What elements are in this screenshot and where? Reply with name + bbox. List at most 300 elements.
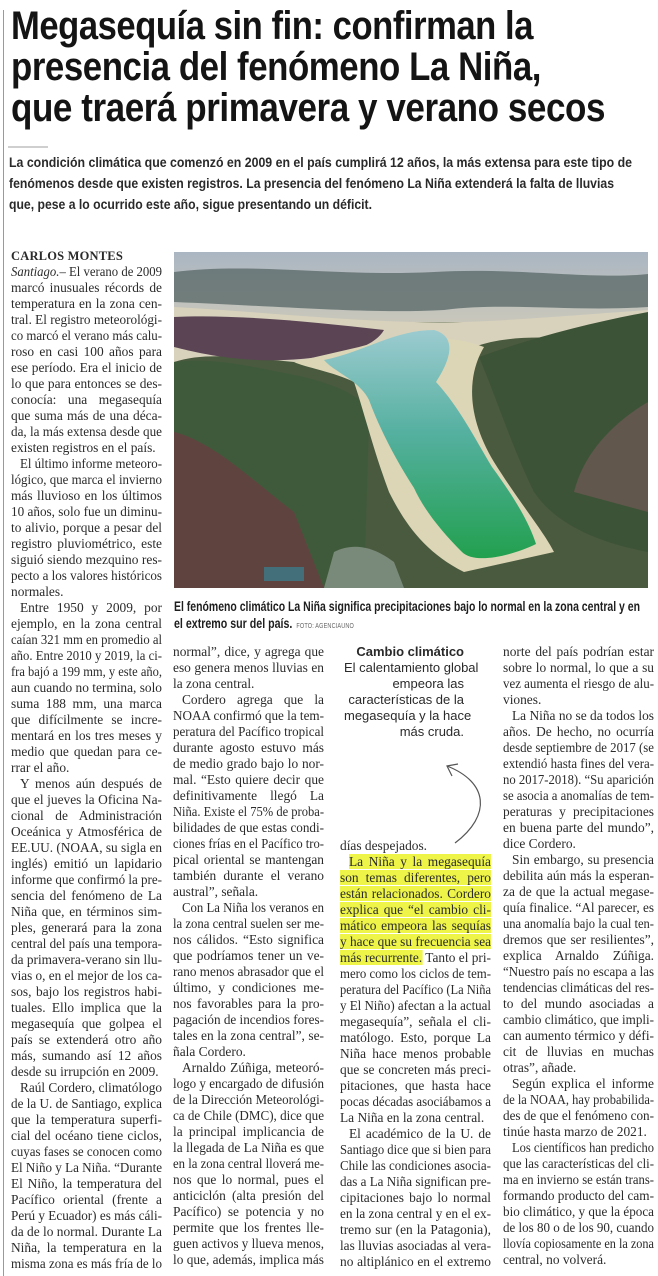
text-line [503,916,654,932]
text-line [173,916,324,932]
text-line [11,712,162,728]
line-text: ples, generará para la zona [11,920,162,935]
line-text: nos cálidos. “Esto significa [173,932,324,947]
line-text: informe que confirmó la pre- [11,872,162,887]
line-text: cambio climático, que impli- [503,1012,654,1027]
caption-line: el extremo sur del país. [174,616,293,631]
line-text: to alivio, porque a pesar del [11,520,162,535]
subtitle [9,152,658,215]
text-line [11,504,162,520]
text-line [340,934,491,950]
line-text: EE.UU. (NOAA, su sigla en [11,840,162,855]
text-line [11,1080,162,1096]
subtitle-line: La condición climática que comenzó en 2009 en el país cumplirá 12 años, la más extensa para este tipo de [9,154,632,170]
reservoir-aerial-photo [174,252,648,588]
text-line [11,344,162,360]
line-text: año. Entre 2010 y 2019, la ci- [11,648,162,663]
line-text: desde su irrupción en 2009. [11,1064,159,1079]
line-text: El académico de la U. de [349,1126,491,1141]
text-line [11,456,162,472]
text-line [503,1140,654,1156]
line-text: “Nuestro país no escapa a las [503,964,654,979]
line-text: que el jueves la Oficina Na- [11,792,162,807]
line-text: siguió siendo mezquino res- [11,552,162,567]
line-text: permite que los frentes lle- [173,1220,324,1235]
line-text: tinúe hasta marzo de 2021. [503,1124,647,1139]
text-line [173,1252,324,1268]
line-text: país se extenderá otro año [11,1032,162,1047]
line-text: mal. “Esto quiere decir que [173,772,324,787]
line-text: cial del océano tiene ciclos, [11,1128,162,1143]
highlighted-text: están relacionados. Cordero [340,886,491,901]
text-line [340,1110,491,1126]
text-line [11,680,162,696]
line-text: pitaciones, que hasta hace [340,1078,491,1093]
line-text: norte del país podrían estar [503,644,654,659]
line-text: da, la más extensa desde que [11,424,162,439]
line-text: que se concreten más preci- [340,1062,491,1077]
line-text: Según explica el informe [512,1076,654,1091]
line-text: Entre 1950 y 2009, por [20,600,162,615]
line-text: lógico, que marca el invierno [11,472,162,487]
article-column-1 [11,248,162,1272]
headline-line: que traerá primavera y verano secos [11,86,605,130]
line-text: último, y condiciones me- [173,980,324,995]
text-line [503,1028,654,1044]
text-line [11,952,162,968]
line-text: central, no volverá. [503,1252,607,1267]
line-text: días despejados. [340,838,428,853]
line-text: aun cuando no termina, solo [11,680,162,695]
text-line [503,964,654,980]
line-text: la zona central. [173,676,255,691]
text-line [11,744,162,760]
line-text: peratura del Pacífico tropical [173,724,324,739]
text-line [11,584,162,600]
text-line [173,1156,324,1172]
text-line [11,1032,162,1048]
text-line [503,1092,654,1108]
dateline: Santiago. [11,264,60,279]
text-line [503,932,654,948]
line-text: marcó inusuales récords de [11,280,162,295]
text-line [173,660,324,676]
highlighted-text: y hace que su frecuencia sea [340,934,491,949]
text-line [503,1252,654,1268]
line-text: bio climático, y que la época [503,1204,654,1219]
text-line [11,1192,162,1208]
line-text: más lluvioso en los últimos [11,488,162,503]
line-text: que la temperatura superfi- [11,1112,162,1127]
subtitle-line: fenómenos desde que existen registros. La presencia del fenómeno La Niña extenderá la falta de lluvias [9,175,614,191]
text-line [11,1208,162,1224]
pull-quote-line: El calentamiento global [344,660,479,675]
line-text: eso genera menos lluvias en [173,660,324,675]
text-line [340,1206,491,1222]
text-line [340,1142,491,1158]
line-text: pagación de incendios fores- [173,1012,324,1027]
text-line [173,900,324,916]
text-line [173,964,324,980]
line-text: en la zona central y en el ex- [340,1206,491,1221]
line-text: Chile las condiciones asocia- [340,1158,491,1173]
line-text: vias o, en el mejor de los ca- [11,968,162,983]
line-text: das a La Niña significan pre- [340,1174,491,1189]
pull-quote [344,644,479,740]
text-line [173,1108,324,1124]
text-line [340,902,491,918]
line-text: normal”, dice, y agrega que [173,644,324,659]
headline-line: presencia del fenómeno La Niña, [11,45,541,89]
line-text: mentará en los tres meses y [11,728,162,743]
line-text: peraturas y precipitaciones [503,804,654,819]
line-text: Pacífico oriental (frente a [11,1192,162,1207]
text-line [11,920,162,936]
text-line [503,740,654,756]
line-text: El Niño y La Niña. “Durante [11,1160,162,1175]
text-line [173,772,324,788]
article-column-2 [173,644,324,1268]
text-line [11,536,162,552]
text-line [340,966,491,982]
line-text: can aumento térmico y défi- [503,1028,654,1043]
text-line [11,728,162,744]
text-line [503,1156,654,1172]
line-text: registro pluviométrico, este [11,536,162,551]
line-text: en la zona central lloverá me- [173,1156,324,1171]
text-line [340,1238,491,1254]
text-line [173,868,324,884]
text-line [11,1000,162,1016]
line-text: dice Cordero. [503,836,576,851]
line-text: tral. El registro meteorológi- [11,312,162,327]
text-line [11,1176,162,1192]
line-text: medio que quedan para ce- [11,744,162,759]
line-text: las lluvias asociadas al vera- [340,1238,491,1253]
text-line [11,472,162,488]
text-line [173,692,324,708]
text-line [11,936,162,952]
text-line [173,740,324,756]
line-text: Cordero agrega que la [182,692,324,707]
text-line [11,1096,162,1112]
text-line [503,1044,654,1060]
text-line [503,836,654,852]
line-text: Tanto el pri- [422,950,491,965]
line-text: des de que el fenómeno con- [503,1108,654,1123]
line-text: misma zona es más fría de lo [11,1256,162,1271]
line-text: Niña hace menos probable [340,1046,491,1061]
line-text: ejemplo, en la zona central [11,616,162,631]
line-text: matólogo. Esto, porque La [340,1030,491,1045]
line-text: anticiclón (alta presión del [173,1188,324,1203]
text-line [503,980,654,996]
text-line [173,1236,324,1252]
text-line [503,1236,654,1252]
text-line [11,792,162,808]
line-text: tuales. Ello implica que la [11,1000,162,1015]
text-line [173,1204,324,1220]
curved-arrow-icon [430,755,500,850]
line-text: temperatura en la zona cen- [11,296,162,311]
text-line [503,1076,654,1092]
text-line [11,440,162,456]
line-text: Con La Niña los veranos en [182,900,324,915]
text-line [503,1172,654,1188]
text-line [340,886,491,902]
pull-quote-line: megasequía y la hace [344,708,472,723]
line-text: Niña. Existe el 75% de proba- [173,804,324,819]
text-line [503,1220,654,1236]
line-text: ciones frías en el Pacífico tro- [173,836,324,851]
text-line [340,1046,491,1062]
line-text: da primavera-verano sin llu- [11,952,162,967]
line-text: peratura del Pacífico (La Niña [340,982,491,997]
text-line [340,1126,491,1142]
text-line [503,772,654,788]
text-line [11,1064,162,1080]
line-text: que las características del cli- [503,1156,654,1171]
text-line [340,1014,491,1030]
text-line [503,756,654,772]
line-text: rrar el año. [11,760,70,775]
line-text: de la Dirección Meteorológi- [173,1092,324,1107]
line-text: que suma más de una déca- [11,408,162,423]
text-line [503,1204,654,1220]
line-text: sobre lo normal, lo que a su [503,660,654,675]
line-text: que difícilmente se incre- [11,712,162,727]
text-line [11,392,162,408]
text-line [11,696,162,712]
text-line [503,868,654,884]
line-text: za de que la actual megase- [503,884,654,899]
line-text: Oceánica y Atmosférica de [11,824,162,839]
line-text: durante agosto estuvo más [173,740,324,755]
line-text: de la U. de Santiago, explica [11,1096,162,1111]
line-text: se asocia a anomalías de tem- [503,788,654,803]
text-line [11,872,162,888]
text-line [340,1158,491,1174]
text-line [11,264,162,280]
line-text: tendencias climáticas del res- [503,980,654,995]
line-text: Y menos aún después de [20,776,162,791]
line-text: extendió hasta fines del vera- [503,756,654,771]
line-text: ese período. Era el inicio de [11,360,162,375]
line-text: explica Arnaldo Zúñiga. [503,948,654,963]
line-text: Sin embargo, su presencia [512,852,654,867]
text-line [11,280,162,296]
line-text: ñala Cordero. [173,1044,246,1059]
text-line [11,1240,162,1256]
line-text: to del mundo asociadas a [503,996,654,1011]
text-line [503,1108,654,1124]
line-text: formando producto del cam- [503,1188,654,1203]
line-text: llovía copiosamente en la zona [503,1236,654,1251]
line-text: no 2017-2018). “Su aparición [503,772,654,787]
line-text: inglés) emitió un lapidario [11,856,162,871]
line-text: mero como los ciclos de tem- [340,966,491,981]
line-text: da de lo normal. Durante La [11,1224,162,1239]
text-line [11,840,162,856]
line-text: existen registros en el país. [11,440,156,455]
line-text: Perú y Ecuador) es más cáli- [11,1208,162,1223]
text-line [11,1112,162,1128]
text-line [11,1224,162,1240]
text-line [173,788,324,804]
line-text: viones. [503,692,542,707]
text-line [173,1140,324,1156]
text-line [503,884,654,900]
line-text: la llegada de La Niña es que [173,1140,324,1155]
text-line [173,852,324,868]
line-text: de los 80 o de los 90, cuando [503,1220,654,1235]
line-text: austral”, señala. [173,884,259,899]
text-line [173,996,324,1012]
text-line [11,1128,162,1144]
line-text: El Niño, la temperatura del [11,1176,162,1191]
line-text: logo y encargado de difusión [173,1076,324,1091]
text-line [503,852,654,868]
line-text: en buena parte del mundo”, [503,820,654,835]
text-line [11,360,162,376]
text-line [11,760,162,776]
text-line [340,1094,491,1110]
text-line [11,1144,162,1160]
text-line [11,856,162,872]
line-text: caían 321 mm en promedio al [11,632,162,647]
text-line [503,804,654,820]
text-line [173,804,324,820]
line-text: conocía: una megasequía [11,392,162,407]
text-line [173,932,324,948]
pull-quote-line: características de la [348,692,464,707]
text-line [503,788,654,804]
subtitle-line: que, pese a lo ocurrido este año, sigue presentando un déficit. [9,196,372,212]
line-text: tremo sur (en la Patagonia), [340,1222,491,1237]
text-line [11,408,162,424]
headline [11,6,658,129]
text-line [11,568,162,584]
line-text: sos, bajo los registros habi- [11,984,162,999]
text-line [11,904,162,920]
line-text: Niña, la temperatura en la [11,1240,162,1255]
line-text: Los científicos han predicho [512,1140,654,1155]
text-line [340,982,491,998]
line-text: de la NOAA, hay probabilida- [503,1092,654,1107]
line-text: pocas décadas asociábamos a [340,1094,491,1109]
pull-quote-line: más cruda. [399,724,464,739]
line-text: ma en invierno se están trans- [503,1172,654,1187]
line-text: central del país una tempora- [11,936,162,951]
line-text: cipitaciones bajo lo normal [340,1190,491,1205]
line-text: El último informe meteoro- [20,456,162,471]
highlighted-text: mático empeora las sequías [340,918,491,933]
text-line [173,1188,324,1204]
text-line [340,1174,491,1190]
line-text: normales. [11,584,64,599]
line-text: la principal implicancia de [173,1124,324,1139]
text-line [173,948,324,964]
line-text: otras”, añade. [503,1060,577,1075]
highlighted-text: explica que “el cambio cli- [340,902,491,917]
line-text: de medio grado bajo lo nor- [173,756,324,771]
text-line [503,708,654,724]
line-text: la zona central suelen ser me- [173,916,324,931]
text-line [11,968,162,984]
text-line [340,870,491,886]
text-line [173,724,324,740]
text-line [503,644,654,660]
text-line [11,1048,162,1064]
article-column-4 [503,644,654,1268]
line-text: ca de Chile (DMC), dice que [173,1108,324,1123]
text-line [173,1172,324,1188]
line-text: dremos que ser resilientes”, [503,932,654,947]
text-line [11,1256,162,1272]
text-line [340,1078,491,1094]
text-line [11,984,162,1000]
text-line [11,664,162,680]
text-line [340,1254,491,1270]
line-text: Raúl Cordero, climatólogo [20,1080,162,1095]
line-text: más, sumando así 12 años [11,1048,162,1063]
text-line [503,660,654,676]
line-text: lo que, además, implica más [173,1252,324,1267]
highlighted-text: La Niña y la megasequía [349,854,491,869]
line-text: rano menos abrasador que el [173,964,324,979]
photo-caption [174,598,658,632]
text-line [340,1222,491,1238]
text-line [173,980,324,996]
text-line [173,1076,324,1092]
headline-line: Megasequía sin fin: confirman la [11,4,533,48]
line-text: una anomalía bajo la cual ten- [503,916,654,931]
line-text: vez aumenta el riesgo de alu- [503,676,654,691]
line-text: que podríamos tener un ve- [173,948,324,963]
line-text: desde septiembre de 2017 (se [503,740,654,755]
line-text: La Niña en la zona central. [340,1110,485,1125]
text-line [11,1016,162,1032]
text-line [173,708,324,724]
line-text: también durante el verano [173,868,324,883]
text-line [173,1060,324,1076]
photo-credit: FOTO: AGENCIAUNO [296,623,354,630]
line-text: lo que para entonces se des- [11,376,162,391]
line-text: La Niña no se da todos los [512,708,654,723]
text-line [173,1124,324,1140]
line-text: co marcó el verano más calu- [11,328,162,343]
text-line [503,996,654,1012]
line-text: pecto a los valores históricos [11,568,162,583]
text-line [503,1188,654,1204]
text-line [11,552,162,568]
line-text: nos que lo normal, pues el [173,1172,324,1187]
line-text: Pacífico) se potencia y no [173,1204,324,1219]
line-text: cional de Administración [11,808,162,823]
text-line [173,644,324,660]
line-text: fra bajó a 199 mm, y este año, [11,664,162,679]
text-line [503,900,654,916]
text-line [11,520,162,536]
line-text: NOAA confirmó que la tem- [173,708,324,723]
text-line [503,1060,654,1076]
text-line [340,1030,491,1046]
line-text: guen activos y llueva menos, [173,1236,324,1251]
highlighted-text: más recurrente. [340,950,423,965]
text-line [11,376,162,392]
text-line [173,1028,324,1044]
text-line [503,948,654,964]
